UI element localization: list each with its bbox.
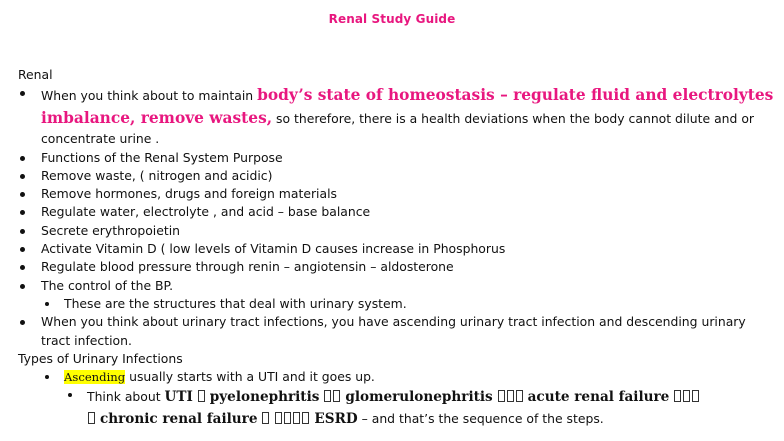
function-bullet: Secrete erythropoietin bbox=[18, 222, 768, 240]
types-heading: Types of Urinary Infections bbox=[18, 350, 183, 366]
sequence-chronic-renal-failure: chronic renal failure bbox=[99, 411, 258, 428]
function-bullet: Functions of the Renal System Purpose bbox=[18, 149, 768, 167]
arrow-glyph-icon bbox=[284, 412, 291, 424]
ascending-highlight: Ascending bbox=[64, 370, 126, 385]
arrow-glyph-icon bbox=[262, 412, 269, 424]
function-bullet: Remove hormones, drugs and foreign materials bbox=[18, 185, 768, 203]
homeostasis-rest: so therefore, there is a health deviations when the body cannot dilute and or bbox=[272, 111, 754, 127]
homeostasis-bullet bbox=[18, 84, 774, 107]
document-title: Renal Study Guide bbox=[328, 12, 456, 26]
arrow-glyph-icon bbox=[516, 390, 523, 402]
sequence-intro: Think about bbox=[87, 389, 165, 405]
sequence-esrd: ESRD bbox=[314, 411, 358, 428]
arrow-glyph-icon bbox=[683, 390, 690, 402]
sequence-continued bbox=[18, 408, 768, 430]
sequence-tail: – and that’s the sequence of the steps. bbox=[357, 411, 604, 427]
arrow-glyph-icon bbox=[674, 390, 681, 402]
function-bullet: Regulate water, electrolyte , and acid – base balance bbox=[18, 203, 768, 221]
function-bullet: Activate Vitamin D ( low levels of Vitamin D causes increase in Phosphorus bbox=[18, 240, 768, 258]
sequence-acute-renal-failure: acute renal failure bbox=[527, 389, 670, 406]
sequence-bullet bbox=[18, 386, 768, 408]
homeostasis-highlight-2: imbalance, remove wastes, bbox=[41, 109, 273, 128]
arrow-glyph-icon bbox=[507, 390, 514, 402]
homeostasis-highlight: body’s state of homeostasis – regulate fluid and electrolytes bbox=[257, 86, 774, 105]
sequence-pyelonephritis: pyelonephritis bbox=[209, 389, 320, 406]
sequence-glomerulonephritis: glomerulonephritis bbox=[345, 389, 493, 406]
arrow-glyph-icon bbox=[498, 390, 505, 402]
arrow-glyph-icon bbox=[293, 412, 300, 424]
arrow-glyph-icon bbox=[333, 390, 340, 402]
function-bullet: The control of the BP. bbox=[18, 277, 768, 295]
arrow-glyph-icon bbox=[302, 412, 309, 424]
section-heading: Renal bbox=[18, 67, 53, 82]
homeostasis-intro: When you think about to maintain bbox=[41, 88, 258, 104]
arrow-glyph-icon bbox=[198, 390, 205, 402]
arrow-glyph-icon bbox=[324, 390, 331, 402]
homeostasis-continued bbox=[18, 107, 768, 130]
document-body bbox=[18, 66, 774, 430]
function-bullet: Regulate blood pressure through renin – angiotensin – aldosterone bbox=[18, 258, 768, 276]
function-bullet: Remove waste, ( nitrogen and acidic) bbox=[18, 167, 768, 185]
homeostasis-end: concentrate urine . bbox=[41, 131, 160, 147]
uti-bullet: When you think about urinary tract infections, you have ascending urinary tract infection and descending urinary bbox=[18, 313, 768, 331]
structures-sub-bullet: These are the structures that deal with urinary system. bbox=[18, 295, 768, 313]
arrow-glyph-icon bbox=[275, 412, 282, 424]
ascending-rest: usually starts with a UTI and it goes up. bbox=[125, 369, 375, 385]
sequence-uti: UTI bbox=[164, 389, 193, 406]
arrow-glyph-icon bbox=[692, 390, 699, 402]
arrow-glyph-icon bbox=[88, 412, 95, 424]
ascending-bullet bbox=[18, 368, 768, 386]
uti-bullet-continued: tract infection. bbox=[41, 332, 132, 348]
